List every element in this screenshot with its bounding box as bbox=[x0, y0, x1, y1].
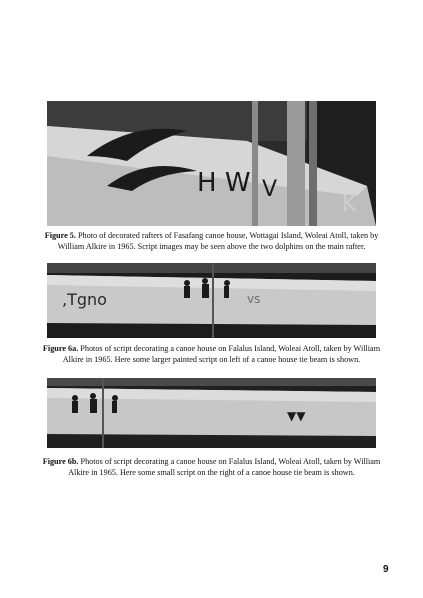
figure-6b-photo bbox=[47, 378, 376, 448]
svg-text:▼▼: ▼▼ bbox=[287, 409, 306, 423]
figure-6a-photo bbox=[47, 263, 376, 338]
svg-text:vs: vs bbox=[247, 292, 261, 306]
figure-6a-text: Photos of script decorating a canoe house on Falalus Island, Woleai Atoll, taken by William Alkire in 1965. Here some larger painted script on left of a canoe house tie beam is shown. bbox=[62, 344, 381, 364]
figure-5-caption bbox=[40, 230, 383, 252]
figure-6b-caption bbox=[40, 456, 383, 478]
svg-text:H W: H W bbox=[197, 168, 251, 198]
figure-5-photo bbox=[47, 101, 376, 226]
figure-6b-label: Figure 6b. bbox=[42, 457, 79, 466]
figure-6a-caption bbox=[40, 343, 383, 365]
figure-6a-label: Figure 6a. bbox=[42, 344, 79, 353]
figure-5-label: Figure 5. bbox=[44, 231, 76, 240]
figure-5-text: Photo of decorated rafters of Fasafang canoe house, Wottagai Island, Woleai Atoll, taken by William Alkire in 1965. Script images may be seen above the two dolphins on the main rafter. bbox=[57, 231, 379, 251]
figure-6b-text: Photos of script decorating a canoe house on Falalus Island, Woleai Atoll, taken by William Alkire in 1965. Here some small script on the right of a canoe house tie beam is shown. bbox=[68, 457, 381, 477]
page-number: 9 bbox=[383, 564, 389, 575]
svg-text:V: V bbox=[262, 177, 278, 202]
svg-text:,Tgno: ,Tgno bbox=[62, 290, 107, 309]
svg-text:K: K bbox=[342, 192, 357, 217]
